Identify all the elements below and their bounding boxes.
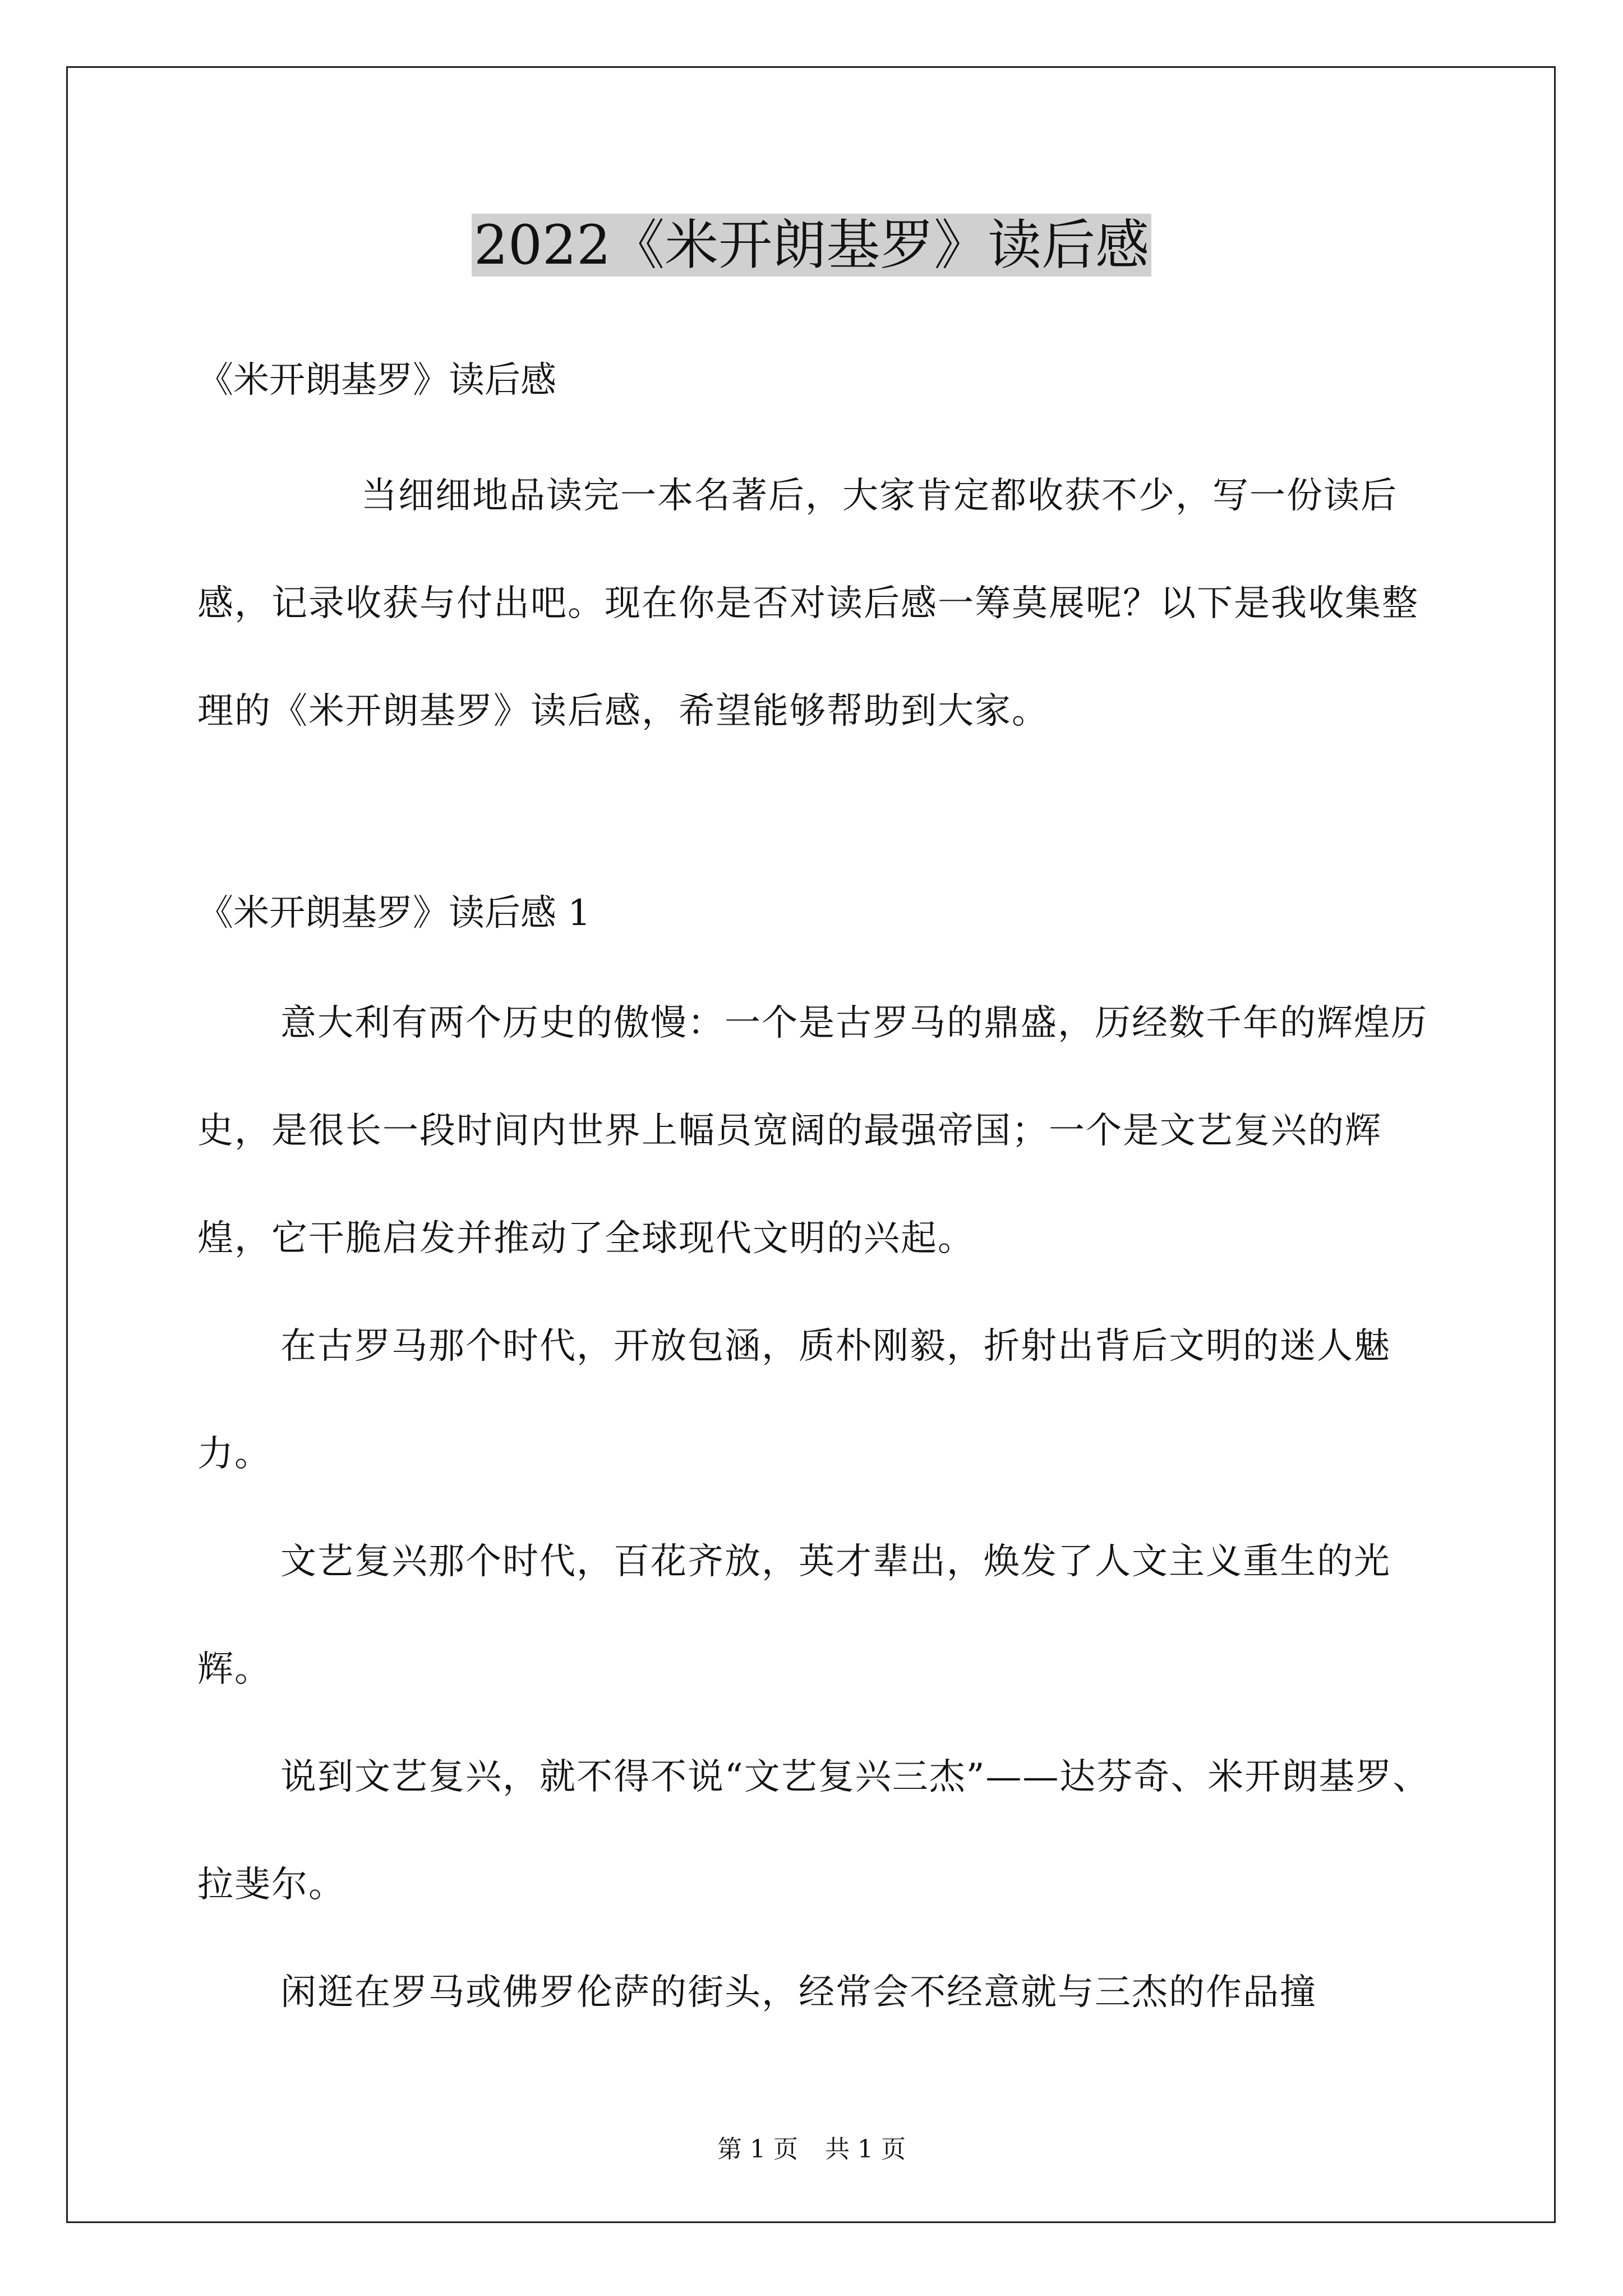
body-paragraph: 文艺复兴那个时代，百花齐放，英才辈出，焕发了人文主义重生的光辉。 bbox=[197, 1541, 1391, 1690]
intro-paragraph: 当细细地品读完一本名著后，大家肯定都收获不少，写一份读后感，记录收获与付出吧。现在你是否对读后感一筹莫展呢？以下是我收集整理的《米开朗基罗》读后感，希望能够帮助到大家。 bbox=[197, 475, 1419, 732]
document-title bbox=[0, 209, 1623, 282]
body-paragraph: 说到文艺复兴，就不得不说“文艺复兴三杰”——达芬奇、米开朗基罗、拉斐尔。 bbox=[197, 1756, 1430, 1906]
section-heading: 《米开朗基罗》读后感 1 bbox=[197, 892, 591, 934]
body-paragraph: 在古罗马那个时代，开放包涵，质朴刚毅，折射出背后文明的迷人魅力。 bbox=[197, 1326, 1391, 1475]
page-total: 共 1 页 bbox=[825, 2135, 906, 2164]
body-paragraph: 意大利有两个历史的傲慢：一个是古罗马的鼎盛，历经数千年的辉煌历史，是很长一段时间内世界上幅员宽阔的最强帝国；一个是文艺复兴的辉煌，它干脆启发并推动了全球现代文明的兴起。 bbox=[197, 1002, 1428, 1259]
document-title-text: 2022《米开朗基罗》读后感 bbox=[472, 214, 1151, 277]
page-footer bbox=[0, 2129, 1623, 2165]
body-paragraph: 闲逛在罗马或佛罗伦萨的街头，经常会不经意就与三杰的作品撞 bbox=[280, 1972, 1317, 2013]
page-number: 第 1 页 bbox=[717, 2135, 798, 2164]
document-subtitle: 《米开朗基罗》读后感 bbox=[197, 360, 556, 401]
